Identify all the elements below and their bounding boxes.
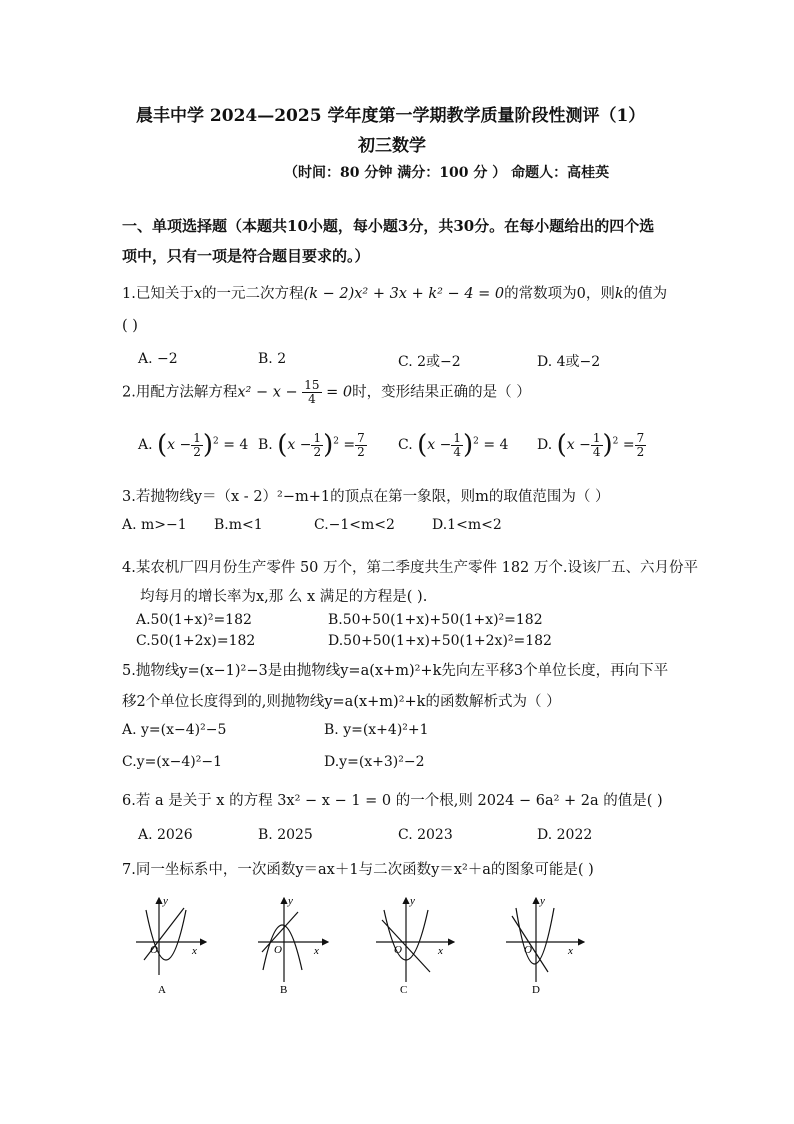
graph-a-y-label: y xyxy=(163,895,168,907)
question-7: 7.同一坐标系中，一次函数y＝ax＋1与二次函数y＝x²＋a的图象可能是( ) xyxy=(122,862,594,878)
graph-a-label: A xyxy=(158,984,166,996)
graph-c-label: C xyxy=(400,984,408,996)
q2-fraction: $\frac{15}{4}$ xyxy=(304,378,320,406)
q2-option-b: B. (x − $\frac{1}{2}$ )$^2$ = $\frac{7}{2}$ xyxy=(258,430,365,460)
q5-option-b: B. y=(x+4)²+1 xyxy=(324,722,429,738)
q2-eq-right: = 0 xyxy=(326,384,353,401)
section-heading-line2: 项中，只有一项是符合题目要求的。） xyxy=(122,247,370,265)
graph-b xyxy=(258,898,328,982)
question-2 xyxy=(122,379,531,406)
exam-subtitle: 初三数学 xyxy=(358,136,426,156)
q1-k: k xyxy=(614,286,624,302)
graph-c-origin: O xyxy=(394,944,402,956)
section-heading-line1: 一、单项选择题（本题共10小题，每小题3分，共30分。在每小题给出的四个选 xyxy=(122,217,655,235)
graph-b-origin: O xyxy=(274,944,282,956)
question-6: 6.若 a 是关于 x 的方程 3x² − x − 1 = 0 的一个根,则 2024 − 6a² + 2a 的值是( ) xyxy=(122,793,663,809)
q3-option-b: B.m<1 xyxy=(214,517,263,533)
q5-option-a: A. y=(x−4)²−5 xyxy=(122,722,227,738)
question-3: 3.若抛物线y＝（x - 2）²−m+1的顶点在第一象限，则m的取值范围为（ ） xyxy=(122,489,610,505)
graph-a-origin: O xyxy=(150,944,158,956)
question-4-line1: 4.某农机厂四月份生产零件 50 万个，第二季度共生产零件 182 万个.设该厂五、六月份平 xyxy=(122,560,699,576)
q1-mid: 的一元二次方程 xyxy=(202,286,304,302)
graph-c-y-label: y xyxy=(410,895,415,907)
graph-a xyxy=(136,898,206,975)
graph-d xyxy=(506,898,584,982)
q1-option-b: B. 2 xyxy=(258,351,287,367)
q2-prefix: 2.用配方法解方程 xyxy=(122,384,238,401)
q2-option-a: A. (x − $\frac{1}{2}$ )$^2$ = 4 xyxy=(138,430,249,460)
q2-option-d: D. (x − $\frac{1}{4}$ )$^2$ = $\frac{7}{2}$ xyxy=(537,430,645,460)
q6-option-d: D. 2022 xyxy=(537,827,593,843)
q3-option-c: C.−1<m<2 xyxy=(314,517,395,533)
graph-c-x-label: x xyxy=(438,945,443,957)
graph-b-y-label: y xyxy=(288,895,293,907)
q1-x: x xyxy=(193,286,203,302)
question-4-line2: 均每月的增长率为x,那 么 x 满足的方程是( ). xyxy=(140,589,428,605)
q7-graphs xyxy=(126,890,686,1000)
q3-option-a: A. m>−1 xyxy=(122,517,187,533)
q1-suffix: 的常数项为0，则 xyxy=(504,286,615,302)
q1-option-d: D. 4或−2 xyxy=(537,354,601,370)
graph-d-origin: O xyxy=(524,944,532,956)
question-5-line1: 5.抛物线y=(x−1)²−3是由抛物线y=a(x+m)²+k先向左平移3个单位长度，再向下平 xyxy=(122,663,669,679)
q4-option-a: A.50(1+x)²=182 xyxy=(136,612,252,628)
q4-option-b: B.50+50(1+x)+50(1+x)²=182 xyxy=(328,612,543,628)
q5-option-c: C.y=(x−4)²−1 xyxy=(122,754,223,770)
question-1 xyxy=(122,282,667,303)
exam-title: 晨丰中学 2024—2025 学年度第一学期教学质量阶段性测评（1） xyxy=(136,106,646,126)
q3-option-d: D.1<m<2 xyxy=(432,517,502,533)
q5-option-d: D.y=(x+3)²−2 xyxy=(324,754,425,770)
q1-answer-paren: ( ) xyxy=(122,318,138,334)
graph-d-y-label: y xyxy=(540,895,545,907)
question-5-line2: 移2个单位长度得到的,则抛物线y=a(x+m)²+k的函数解析式为（ ） xyxy=(122,694,561,710)
q6-option-a: A. 2026 xyxy=(138,827,193,843)
exam-meta: （时间：80 分钟 满分：100 分 ） 命题人：高桂英 xyxy=(284,165,610,181)
q4-option-d: D.50+50(1+x)+50(1+2x)²=182 xyxy=(328,633,552,649)
q2-option-c: C. (x − $\frac{1}{4}$ )$^2$ = 4 xyxy=(398,430,509,460)
q6-option-c: C. 2023 xyxy=(398,827,453,843)
graph-b-label: B xyxy=(280,984,288,996)
q1-option-c: C. 2或−2 xyxy=(398,354,461,370)
q4-option-c: C.50(1+2x)=182 xyxy=(136,633,256,649)
q1-option-a: A. −2 xyxy=(138,351,178,367)
q1-equation: (k − 2)x² + 3x + k² − 4 = 0 xyxy=(303,286,505,302)
graph-c xyxy=(376,898,454,982)
q6-option-b: B. 2025 xyxy=(258,827,313,843)
q1-prefix: 1.已知关于 xyxy=(122,286,194,302)
q2-eq-left: x² − x − xyxy=(237,384,298,401)
q2-suffix: 时，变形结果正确的是（ ） xyxy=(352,384,531,401)
q1-end: 的值为 xyxy=(623,286,668,302)
graph-d-x-label: x xyxy=(568,945,573,957)
graph-d-label: D xyxy=(532,984,540,996)
graph-a-x-label: x xyxy=(192,945,197,957)
graph-b-x-label: x xyxy=(314,945,319,957)
